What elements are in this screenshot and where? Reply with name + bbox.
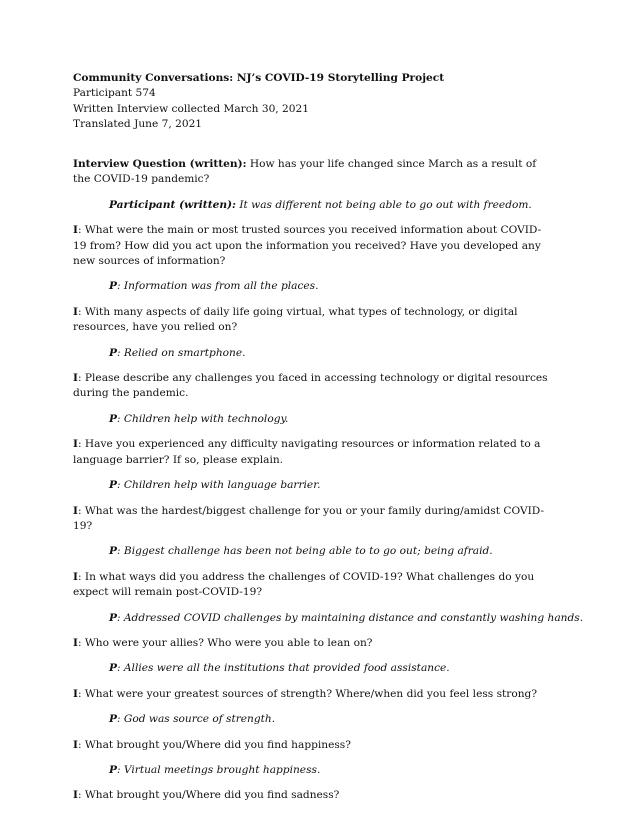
answer-label: P [109, 412, 117, 425]
answer-1 [109, 198, 551, 213]
answer-label: P [109, 662, 117, 675]
answer-label: P [109, 545, 117, 558]
collection-date: Written Interview collected March 30, 2021 [73, 102, 310, 115]
question-label: I [73, 687, 78, 700]
question-5 [73, 437, 551, 468]
answer-label: Participant (written): [109, 198, 236, 211]
question-label: I [73, 570, 78, 583]
question-label: I [73, 305, 78, 318]
question-text: : What were your greatest sources of strength? Where/when did you feel less strong? [77, 687, 538, 700]
question-3 [73, 305, 551, 336]
question-label: I [73, 738, 78, 751]
question-label: I [73, 504, 78, 517]
answer-label: P [109, 479, 117, 492]
translation-date: Translated June 7, 2021 [73, 118, 203, 131]
question-label: I [73, 789, 78, 802]
participant-id: Participant 574 [73, 87, 156, 100]
question-10 [73, 738, 551, 753]
question-text: : Have you experienced any difficulty navigating resources or information related to a language barrier? If so, please explain. [73, 438, 541, 466]
answer-5 [109, 478, 551, 493]
document-title: Community Conversations: NJ’s COVID-19 Storytelling Project [73, 72, 445, 84]
answer-label: P [109, 763, 117, 776]
question-text: : Please describe any challenges you faced in accessing technology or digital resources during the pandemic. [73, 372, 548, 400]
question-text: : What was the hardest/biggest challenge for you or your family during/amidst COVID-19? [73, 504, 545, 532]
question-1 [73, 157, 551, 188]
question-label: I [73, 372, 78, 385]
question-4 [73, 371, 551, 402]
answer-label: P [109, 280, 117, 293]
question-text: How has your life changed since March as a result of the COVID-19 pandemic? [73, 158, 537, 186]
question-7 [73, 570, 551, 601]
answer-9 [109, 712, 551, 727]
answer-text: : Information was from all the places. [116, 280, 319, 293]
question-label: I [73, 224, 78, 237]
answer-text: It was different not being able to go out with freedom. [235, 198, 532, 211]
answer-text: : Virtual meetings brought happiness. [116, 763, 321, 776]
answer-text: : Biggest challenge has been not being able to to go out; being afraid. [116, 545, 493, 558]
answer-text: : Children help with technology. [116, 412, 289, 425]
answer-10 [109, 763, 551, 778]
answer-4 [109, 412, 551, 427]
answer-7 [109, 611, 584, 626]
question-label: Interview Question (written): [73, 158, 247, 170]
document-header [73, 71, 553, 133]
question-label: I [73, 438, 78, 451]
answer-text: : God was source of strength. [116, 713, 276, 726]
question-9 [73, 687, 551, 702]
question-11 [73, 788, 551, 803]
answer-6 [109, 544, 551, 559]
question-label: I [73, 636, 78, 649]
answer-text: : Children help with language barrier. [116, 479, 321, 492]
answer-8 [109, 661, 551, 676]
question-2 [73, 223, 551, 269]
answer-2 [109, 279, 551, 294]
question-text: : In what ways did you address the challenges of COVID-19? What challenges do you expect will remain post-COVID-19? [73, 570, 535, 599]
answer-3 [109, 346, 551, 361]
question-text: : What brought you/Where did you find happiness? [77, 738, 351, 751]
question-text: : With many aspects of daily life going virtual, what types of technology, or digital resources, have you relied on? [73, 305, 518, 334]
answer-label: P [109, 713, 117, 726]
answer-label: P [109, 611, 117, 624]
answer-label: P [109, 346, 117, 359]
question-text: : Who were your allies? Who were you able to lean on? [77, 636, 373, 649]
answer-text: : Addressed COVID challenges by maintaining distance and constantly washing hands. [116, 611, 584, 624]
answer-text: : Allies were all the institutions that provided food assistance. [116, 662, 450, 675]
question-text: : What brought you/Where did you find sadness? [77, 789, 340, 802]
question-text: : What were the main or most trusted sources you received information about COVID-19 from? How did you act upon the information you received? Have you developed any new sources of information? [73, 224, 542, 268]
answer-text: : Relied on smartphone. [116, 346, 246, 359]
question-8 [73, 636, 551, 651]
question-6 [73, 504, 551, 535]
interview-body [73, 157, 584, 814]
